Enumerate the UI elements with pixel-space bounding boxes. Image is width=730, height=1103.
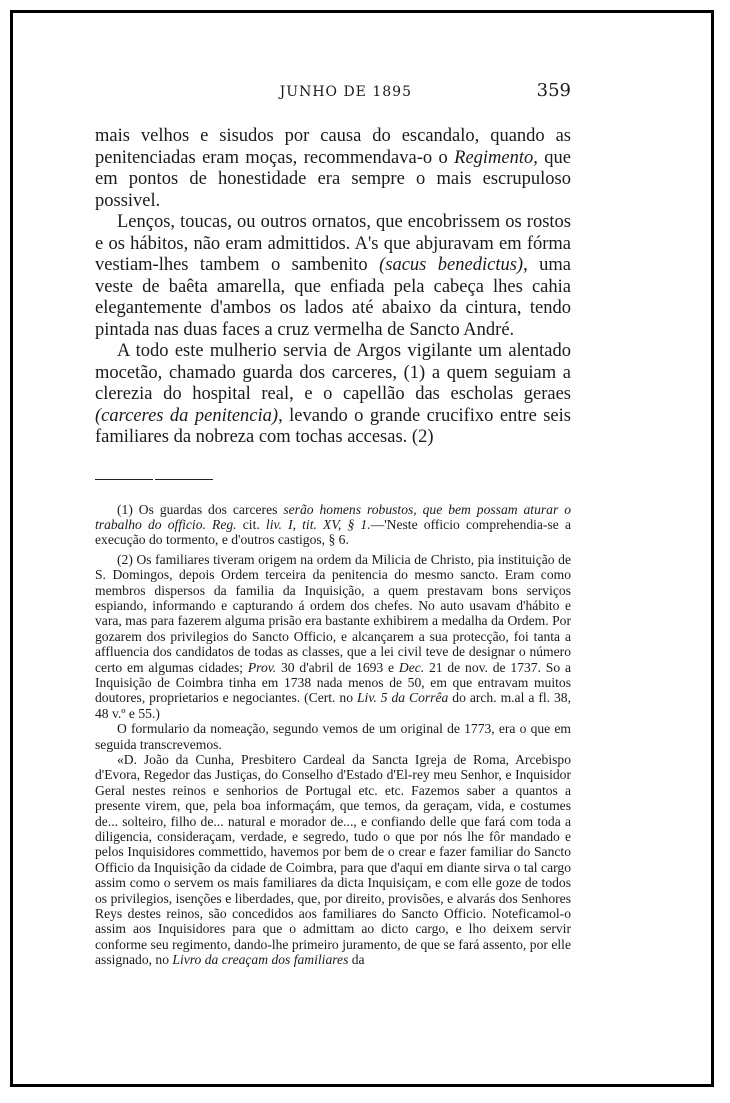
regimento-italic: Regimento [454, 147, 534, 168]
footnote-2-liv: Liv. 5 da Corrêa [356, 690, 449, 706]
main-text [95, 126, 571, 449]
footnote-1-text-end: —'Neste officio comprehendia-se a execução do tormento, e d'outros castigos, § 6. [95, 516, 571, 548]
carceres-italic: (carceres da penitencia) [95, 405, 279, 426]
document-text-end: da [348, 952, 365, 968]
footnote-1 [95, 502, 571, 548]
footnote-1-cit: cit. [236, 516, 266, 532]
footnote-2-dec: Dec. [398, 659, 425, 675]
paragraph-1 [95, 126, 571, 212]
footnote-document [95, 752, 571, 968]
separator-rule-right [155, 479, 213, 480]
running-head: JUNHO DE 1895 [279, 84, 412, 100]
footnote-1-text: (1) Os guardas dos carceres [117, 501, 284, 517]
footnote-formulario: O formulario da nomeação, segundo vemos de um original de 1773, era o que em seguida transcrevemos. [95, 721, 571, 752]
paragraph-1-text: mais velhos e sisudos por causa do escandalo, quando as penitenciadas eram moças, recommendava-o o [95, 126, 571, 168]
paragraph-3 [95, 341, 571, 449]
sacus-benedictus-italic: (sacus benedictus) [379, 255, 524, 275]
paragraph-1-text-end: , que em pontos de honestidade era sempre o mais escrupuloso possivel. [95, 147, 571, 211]
footnote-2-date: 30 d'abril de 1693 e [276, 659, 399, 675]
paragraph-2-text-end: , uma veste de baêta amarella, que enfiada pela cabeça lhes cahia elegantemente d'ambos os lados até abaixo da cintura, tendo pintada nas duas faces a cruz vermelha de Sancto André. [95, 255, 571, 340]
paragraph-2 [95, 212, 571, 341]
separator-rule-left [95, 479, 153, 480]
footnote-1-ref: liv. I, tit. XV, § 1. [265, 516, 371, 532]
footnote-2-text: (2) Os familiares tiveram origem na ordem da Milicia de Christo, pia instituição de S. Domingos, depois Ordem terceira da penitencia do mesmo sancto. Eram como membros dispersos da familia da Inquisição, a quem prestavam bons serviços espiando, informando e capturando á ordem dos chefes. No auto usavam d'hábito e vara, mas para fazerem alguma prisão era bastante exhibirem a medalha da Ordem. Por gozarem dos privilegios do Sancto Officio, e alcançarem a sua protecção, foi tanta a affluencia dos candidatos de todas as classes, que a lei civil teve de designar o número certo em algumas cidades; [95, 551, 571, 675]
footnote-2-text-mid: 21 de nov. de 1737. So a Inquisição de Coimbra tinha em 1738 nada menos de 50, em que entravam muitos doutores, proprietarios e negociantes. (Cert. no [95, 659, 571, 706]
paragraph-2-text: Lenços, toucas, ou outros ornatos, que encobrissem os rostos e os hábitos, não eram admittidos. A's que abjuravam em fórma vestiam-lhes tambem o sambenito [95, 212, 571, 275]
footnote-separator [95, 479, 571, 480]
paragraph-3-text-end: , levando o grande crucifixo entre seis familiares da nobreza com tochas accesas. (2) [95, 405, 571, 447]
footnotes [95, 502, 571, 968]
document-livro: Livro da creaçam dos familiares [172, 952, 349, 968]
book-page [95, 80, 571, 968]
page-header [95, 80, 571, 112]
paragraph-3-text: A todo este mulherio servia de Argos vigilante um alentado mocetão, chamado guarda dos carceres, (1) a quem seguiam a clerezia do hospital real, e o capellão das escholas geraes [95, 341, 571, 404]
document-text: «D. João da Cunha, Presbitero Cardeal da Sancta Igreja de Roma, Arcebispo d'Evora, Regedor das Justiças, do Conselho d'Estado d'El-rey meu Senhor, e Inquisidor Geral nestes reinos e senhorios de Portugal etc. etc. Fazemos saber a quantos a presente virem, que, pela boa informaçám, que temos, da geraçam, vida, e costumes de... solteiro, filho de... natural e morador de..., e confiando delle que fará com toda a diligencia, consideraçam, verdade, e segredo, tudo o que por nós lhe fôr mandado e pelos Inquisidores commettido, havemos por bem de o crear e fazer familiar do Sancto Officio da Inquisição da cidade de Coimbra, para que d'aqui em diante sirva o tal cargo assim como o servem os mais familiares da dicta Inquisiçam, e com elle goze de todos os privilegios, isenções e liberdades, que, por direito, provisões, e alvarás dos Senhores Reys destes reinos, são concedidos aos familiares do Sancto Officio. Noteficamol-o assim aos Inquisidores para que o admittam ao dicto cargo, e lho deixem servir conforme seu regimento, dando-lhe primeiro juramento, de que se fará assento, por elle assignado, no [95, 752, 571, 968]
footnote-2-text-end: do arch. m.al a fl. 38, 48 v.º e 55.) [95, 690, 571, 721]
footnote-2-prov: Prov. [247, 659, 277, 675]
footnote-1-quote: serão homens robustos, que bem possam aturar o trabalho do officio. Reg. [95, 501, 571, 532]
footnote-2 [95, 552, 571, 721]
page-number: 359 [536, 80, 571, 101]
